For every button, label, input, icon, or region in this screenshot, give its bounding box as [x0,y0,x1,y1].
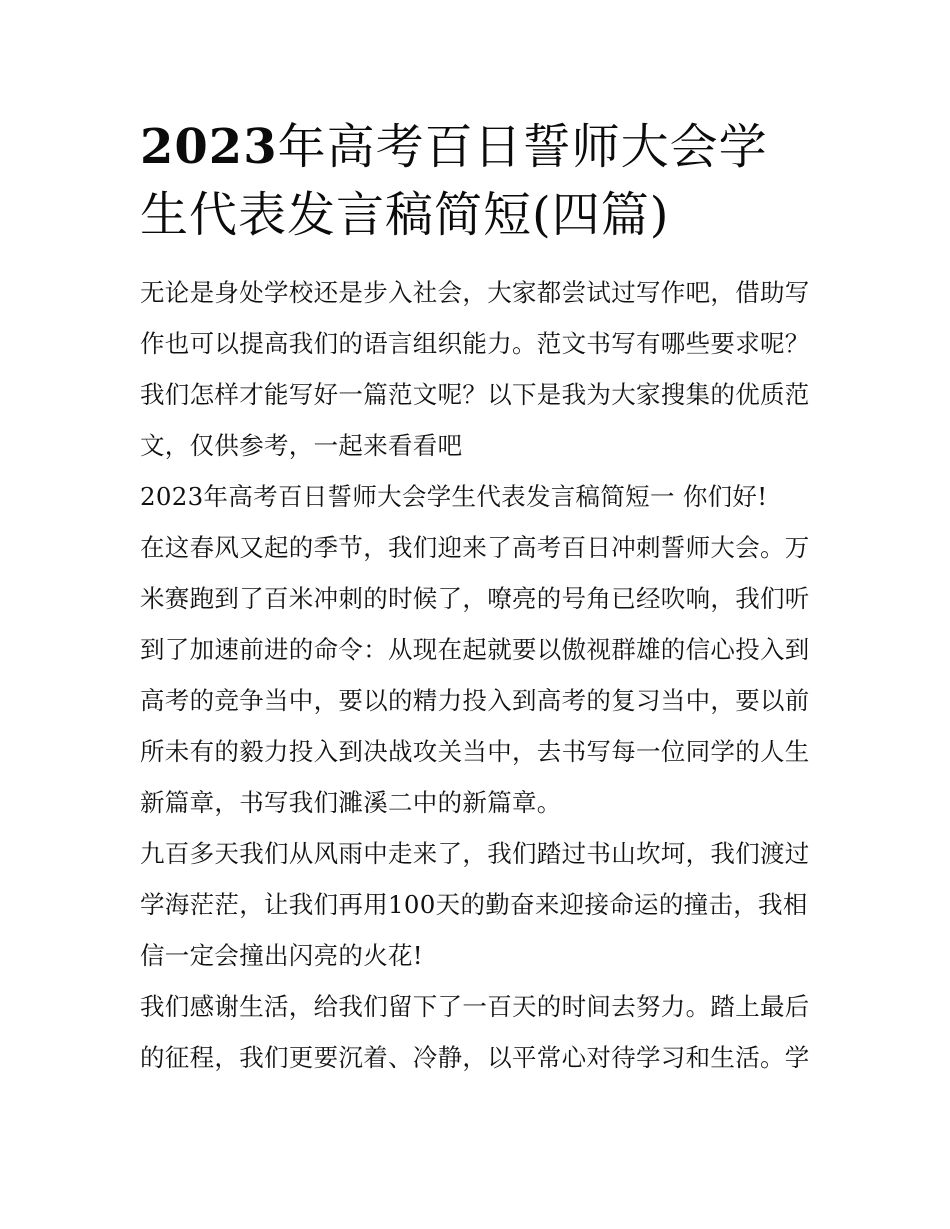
title-year: 2023 [140,119,278,175]
body-paragraph-2: 九百多天我们从风雨中走来了，我们踏过书山坎坷，我们渡过学海茫茫，让我们再用100天的勤奋来迎接命运的撞击，我相信一定会撞出闪亮的火花! [140,839,810,970]
section-heading-paragraph: 2023年高考百日誓师大会学生代表发言稿简短一 你们好! [140,482,768,511]
body-paragraph-3: 我们感谢生活，给我们留下了一百天的时间去努力。踏上最后的征程，我们更要沉着、冷静，以平常心对待学习和生活。学 [140,992,810,1072]
title-text: 年高考百日誓师大会学生代表发言稿简短(四篇) [140,119,768,243]
intro-paragraph: 无论是身处学校还是步入社会，大家都尝试过写作吧，借助写作也可以提高我们的语言组织能力。范文书写有哪些要求呢？我们怎样才能写好一篇范文呢？以下是我为大家搜集的优质范文，仅供参考，一起来看看吧 [140,278,810,460]
body-paragraph-1: 在这春风又起的季节，我们迎来了高考百日冲刺誓师大会。万米赛跑到了百米冲刺的时候了，嘹亮的号角已经吹响，我们听到了加速前进的命令：从现在起就要以傲视群雄的信心投入到高考的竞争当中，要以的精力投入到高考的复习当中，要以前所未有的毅力投入到决战攻关当中，去书写每一位同学的人生新篇章，书写我们濉溪二中的新篇章。 [140,533,810,817]
document-content [140,113,816,1083]
document-title [140,113,816,249]
